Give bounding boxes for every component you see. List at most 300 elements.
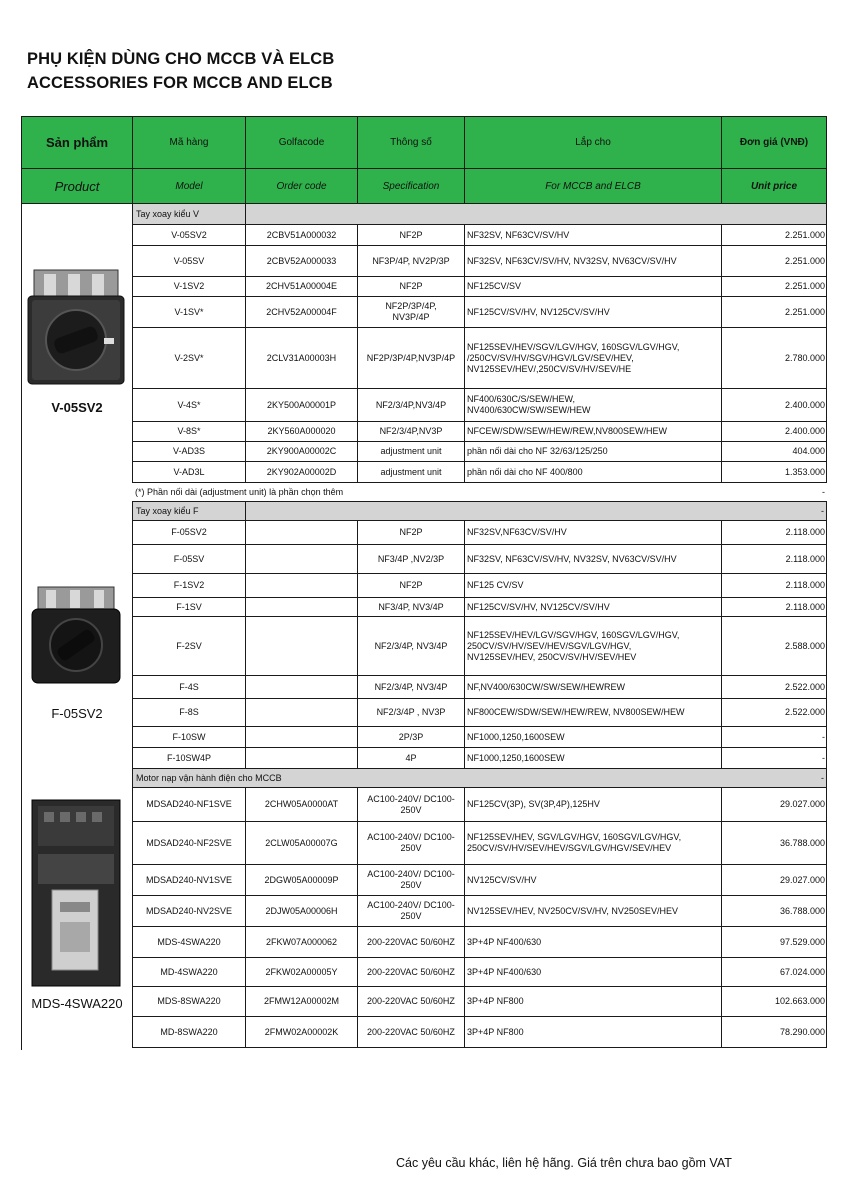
cell-model	[133, 521, 246, 544]
cell-fits	[465, 927, 722, 957]
cell-price-text: 2.118.000	[785, 580, 825, 590]
cell-spec	[358, 748, 465, 768]
cell-code	[246, 865, 358, 895]
cell-fits-text: NF125CV(3P), SV(3P,4P),125HV	[467, 799, 600, 809]
cell-spec-text: 200-220VAC 50/60HZ	[367, 966, 455, 977]
cell-model-text: MDS-4SWA220	[157, 936, 221, 947]
cell-fits-text: NV125SEV/HEV, NV250CV/SV/HV, NV250SEV/HEV	[467, 905, 678, 916]
cell-model	[133, 297, 246, 327]
cell-model	[133, 748, 246, 768]
cell-fits	[465, 574, 722, 597]
cell-price	[722, 822, 827, 864]
header-model: Mã hàng	[133, 117, 246, 169]
cell-code	[246, 617, 358, 675]
cell-spec	[358, 422, 465, 441]
cell-model	[133, 225, 246, 245]
cell-fits	[465, 822, 722, 864]
cell-code	[246, 389, 358, 421]
table-row	[132, 676, 827, 699]
cell-fits-text: phần nối dài cho NF 400/800	[467, 466, 583, 477]
table-row	[132, 442, 827, 462]
adjustment-note-text: (*) Phần nối dài (adjustment unit) là phần chọn thêm	[135, 487, 344, 497]
cell-fits-text: NF400/630C/S/SEW/HEW, NV400/630CW/SW/SEW/HEW	[467, 394, 591, 415]
table-header	[21, 116, 827, 204]
cell-spec-text: AC100-240V/ DC100- 250V	[367, 900, 455, 921]
cell-model-text: F-05SV2	[171, 527, 207, 537]
cell-price	[722, 788, 827, 821]
cell-model	[133, 822, 246, 864]
cell-price-text: 29.027.000	[779, 874, 825, 885]
cell-spec	[358, 598, 465, 616]
cell-spec	[358, 442, 465, 461]
cell-spec-text: NF3/4P ,NV2/3P	[377, 553, 445, 564]
cell-price	[722, 462, 827, 482]
cell-price	[722, 246, 827, 276]
table-row	[132, 277, 827, 297]
cell-model	[133, 727, 246, 747]
cell-fits	[465, 896, 722, 926]
cell-code-text: 2CBV51A000032	[266, 229, 337, 240]
cell-fits	[465, 987, 722, 1016]
cell-model	[133, 545, 246, 573]
table-row	[132, 462, 827, 483]
group-label-v: Tay xoay kiểu V	[133, 204, 246, 224]
cell-spec-text: 4P	[405, 752, 417, 763]
rotary-handle-v-image	[24, 268, 128, 386]
cell-model	[133, 676, 246, 698]
cell-code-text: 2FKW02A00005Y	[265, 966, 338, 977]
cell-spec-text: NF2P	[399, 527, 423, 537]
cell-fits	[465, 389, 722, 421]
cell-fits	[465, 328, 722, 388]
cell-model-text: F-05SV	[173, 553, 205, 564]
table-row	[132, 422, 827, 442]
header-product-en: Product	[22, 169, 133, 204]
cell-spec-text: adjustment unit	[380, 466, 442, 477]
cell-price-text: 2.251.000	[784, 229, 825, 240]
cell-fits	[465, 788, 722, 821]
cell-spec-text: NF3P/4P, NV2P/3P	[372, 255, 450, 266]
adjustment-note	[132, 483, 827, 502]
cell-spec	[358, 574, 465, 597]
product-caption-mds4swa220: MDS-4SWA220	[31, 996, 123, 1011]
cell-model-text: V-AD3S	[172, 446, 205, 456]
cell-spec	[358, 788, 465, 821]
cell-code-text: 2CLV31A00003H	[266, 352, 337, 363]
title-vietnamese: PHỤ KIỆN DÙNG CHO MCCB VÀ ELCB	[27, 50, 335, 68]
cell-price	[722, 574, 827, 597]
cell-model-text: F-1SV	[176, 601, 202, 612]
cell-model	[133, 1017, 246, 1047]
cell-fits	[465, 521, 722, 544]
cell-spec	[358, 462, 465, 482]
cell-price	[722, 225, 827, 245]
cell-spec	[358, 987, 465, 1016]
cell-code-text: 2CBV52A000033	[266, 255, 337, 266]
cell-price-text: 36.788.000	[779, 905, 825, 916]
cell-code-text: 2DJW05A00006H	[265, 905, 338, 916]
cell-price-text: 2.780.000	[784, 352, 825, 363]
cell-fits-text: NF125CV/SV/HV, NV125CV/SV/HV	[467, 306, 610, 317]
header-spec: Thông số	[358, 117, 465, 169]
cell-code	[246, 598, 358, 616]
cell-fits-text: NF125 CV/SV	[467, 580, 524, 590]
cell-code	[246, 297, 358, 327]
cell-price	[722, 521, 827, 544]
cell-code	[246, 987, 358, 1016]
cell-spec	[358, 958, 465, 986]
cell-code	[246, 896, 358, 926]
cell-code	[246, 574, 358, 597]
motor-operator-image	[30, 798, 122, 988]
table-row	[132, 865, 827, 896]
cell-code	[246, 328, 358, 388]
cell-fits-text: NF32SV, NF63CV/SV/HV, NV32SV, NV63CV/SV/HV	[467, 553, 677, 564]
cell-model-text: V-4S*	[177, 399, 201, 410]
cell-spec-text: NF2P/3P/4P, NV3P/4P	[385, 301, 437, 322]
cell-spec	[358, 545, 465, 573]
cell-model-text: MDSAD240-NF2SVE	[146, 837, 232, 848]
cell-spec	[358, 865, 465, 895]
group-f-dash: -	[821, 506, 824, 516]
cell-price-text: 1.353.000	[784, 466, 825, 477]
cell-code	[246, 1017, 358, 1047]
cell-model-text: F-1SV2	[173, 580, 205, 590]
cell-price	[722, 896, 827, 926]
cell-model	[133, 617, 246, 675]
cell-price	[722, 442, 827, 461]
table-row	[132, 822, 827, 865]
cell-spec-text: 200-220VAC 50/60HZ	[367, 936, 455, 947]
cell-code	[246, 545, 358, 573]
cell-price-text: 2.251.000	[784, 255, 825, 266]
cell-fits-text: 3P+4P NF400/630	[467, 936, 542, 947]
group-header-f	[132, 502, 827, 521]
cell-code	[246, 748, 358, 768]
group-motor-dash: -	[821, 773, 824, 783]
cell-spec	[358, 328, 465, 388]
cell-code	[246, 422, 358, 441]
cell-fits	[465, 865, 722, 895]
cell-spec-text: 200-220VAC 50/60HZ	[367, 996, 455, 1006]
cell-fits	[465, 748, 722, 768]
cell-model	[133, 699, 246, 726]
table-row	[132, 699, 827, 727]
cell-model	[133, 442, 246, 461]
cell-model-text: V-1SV*	[174, 306, 204, 317]
group-label-motor: Motor nạp vận hành điện cho MCCB	[136, 773, 282, 783]
cell-price-text: 78.290.000	[779, 1026, 825, 1037]
title-english: ACCESSORIES FOR MCCB AND ELCB	[27, 74, 333, 92]
cell-price	[722, 598, 827, 616]
cell-model-text: MDSAD240-NV1SVE	[145, 874, 233, 885]
cell-spec-text: AC100-240V/ DC100- 250V	[367, 793, 455, 815]
header-price: Đơn giá (VNĐ)	[722, 117, 826, 169]
table-row	[132, 328, 827, 389]
cell-model	[133, 958, 246, 986]
cell-fits-text: NF32SV, NF63CV/SV/HV	[467, 229, 570, 240]
group-header-motor	[132, 769, 827, 788]
cell-model	[133, 246, 246, 276]
cell-price-text: 404.000	[792, 446, 825, 456]
cell-fits-text: NF,NV400/630CW/SW/SEW/HEWREW	[467, 681, 626, 692]
header-price-en: Unit price	[750, 181, 798, 192]
cell-price-text: 2.118.000	[785, 601, 825, 612]
cell-fits	[465, 676, 722, 698]
cell-price	[722, 676, 827, 698]
cell-fits	[465, 617, 722, 675]
cell-spec	[358, 297, 465, 327]
cell-spec	[358, 225, 465, 245]
product-caption-f05sv2: F-05SV2	[51, 706, 103, 721]
cell-code	[246, 225, 358, 245]
cell-code-text: 2KY900A00002C	[266, 446, 337, 456]
left-border	[21, 204, 22, 1050]
cell-model	[133, 598, 246, 616]
cell-price-text: 36.788.000	[779, 837, 825, 848]
cell-model-text: MD-4SWA220	[160, 966, 218, 977]
cell-spec-text: AC100-240V/ DC100- 250V	[367, 869, 455, 890]
cell-spec-text: AC100-240V/ DC100- 250V	[367, 832, 455, 853]
cell-fits-text: 3P+4P NF800	[467, 996, 524, 1006]
cell-spec	[358, 246, 465, 276]
cell-code-text: 2FMW02A00002K	[264, 1026, 339, 1037]
cell-price	[722, 277, 827, 296]
header-model-en: Model	[133, 169, 246, 204]
cell-model-text: MDS-8SWA220	[157, 996, 221, 1006]
cell-fits-text: phần nối dài cho NF 32/63/125/250	[467, 446, 608, 456]
cell-model-text: MDSAD240-NF1SVE	[146, 799, 232, 809]
table-row	[132, 545, 827, 574]
cell-fits	[465, 277, 722, 296]
cell-fits	[465, 598, 722, 616]
cell-fits	[465, 727, 722, 747]
cell-price-text: 2.251.000	[784, 281, 825, 291]
cell-spec-text: NF2/3/4P, NV3/4P	[374, 681, 448, 692]
cell-model-text: V-8S*	[177, 426, 201, 436]
cell-model-text: V-AD3L	[173, 466, 205, 477]
cell-code-text: 2FMW12A00002M	[263, 996, 340, 1006]
cell-model-text: F-2SV	[176, 640, 202, 651]
table-row	[132, 958, 827, 987]
cell-price-text: 67.024.000	[779, 966, 825, 977]
cell-code	[246, 246, 358, 276]
cell-spec	[358, 676, 465, 698]
cell-price	[722, 958, 827, 986]
header-product: Sản phẩm	[22, 117, 133, 169]
table-row	[132, 297, 827, 328]
cell-model	[133, 987, 246, 1016]
cell-spec	[358, 927, 465, 957]
cell-model	[133, 574, 246, 597]
cell-fits	[465, 442, 722, 461]
cell-model-text: V-05SV	[173, 255, 205, 266]
cell-model-text: V-1SV2	[173, 281, 205, 291]
cell-spec	[358, 1017, 465, 1047]
cell-spec-text: NF2P	[399, 229, 423, 240]
table-row	[132, 521, 827, 545]
cell-price	[722, 727, 827, 747]
cell-spec-text: NF2P/3P/4P,NV3P/4P	[366, 352, 456, 363]
cell-spec-text: adjustment unit	[380, 446, 442, 456]
cell-model-text: V-2SV*	[174, 352, 204, 363]
cell-spec-text: 200-220VAC 50/60HZ	[367, 1026, 455, 1037]
cell-fits	[465, 246, 722, 276]
cell-spec	[358, 822, 465, 864]
cell-model	[133, 896, 246, 926]
cell-fits	[465, 699, 722, 726]
cell-fits	[465, 958, 722, 986]
cell-spec	[358, 727, 465, 747]
cell-fits-text: NF32SV,NF63CV/SV/HV	[467, 527, 567, 537]
cell-spec	[358, 277, 465, 296]
cell-price	[722, 1017, 827, 1047]
table-row	[132, 598, 827, 617]
table-row	[132, 246, 827, 277]
cell-model-text: F-8S	[179, 707, 199, 717]
cell-code	[246, 462, 358, 482]
cell-price-text: 2.522.000	[784, 681, 825, 692]
cell-spec-text: NF2/3/4P, NV3/4P	[374, 640, 448, 651]
cell-price	[722, 987, 827, 1016]
cell-fits-text: NFCEW/SDW/SEW/HEW/REW,NV800SEW/HEW	[467, 426, 668, 436]
header-golfacode: Golfacode	[246, 117, 358, 169]
cell-price-text: 102.663.000	[774, 996, 825, 1006]
cell-model-text: F-10SW4P	[166, 752, 211, 763]
cell-model-text: MD-8SWA220	[160, 1026, 218, 1037]
cell-model	[133, 788, 246, 821]
cell-fits	[465, 462, 722, 482]
table-row	[132, 389, 827, 422]
cell-fits	[465, 422, 722, 441]
cell-code	[246, 788, 358, 821]
cell-price	[722, 927, 827, 957]
cell-model	[133, 462, 246, 482]
footer-note: Các yêu cầu khác, liên hệ hãng. Giá trên chưa bao gồm VAT	[396, 1156, 732, 1170]
cell-spec-text: NF2/3/4P , NV3P	[376, 707, 446, 717]
cell-code	[246, 676, 358, 698]
cell-code	[246, 521, 358, 544]
cell-price-text: 2.522.000	[784, 707, 825, 717]
cell-price-text: 2.400.000	[784, 426, 825, 436]
cell-spec-text: 2P/3P	[398, 731, 424, 742]
cell-model	[133, 389, 246, 421]
cell-spec	[358, 617, 465, 675]
cell-fits-text: 3P+4P NF800	[467, 1026, 524, 1037]
cell-price-text: -	[822, 731, 825, 742]
cell-code	[246, 927, 358, 957]
cell-price	[722, 297, 827, 327]
cell-code-text: 2CLW05A00007G	[265, 837, 338, 848]
cell-model-text: F-4S	[179, 681, 199, 692]
cell-price-text: 2.400.000	[784, 399, 825, 410]
cell-code	[246, 822, 358, 864]
cell-code-text: 2FKW07A000062	[265, 936, 338, 947]
group-label-f: Tay xoay kiểu F	[133, 502, 246, 520]
cell-price-text: 2.118.000	[785, 527, 825, 537]
cell-fits-text: NF800CEW/SDW/SEW/HEW/REW, NV800SEW/HEW	[467, 707, 685, 717]
cell-fits-text: NF125CV/SV	[467, 281, 522, 291]
cell-spec-text: NF3/4P, NV3/4P	[378, 601, 444, 612]
group-header-v	[132, 204, 827, 225]
cell-model	[133, 927, 246, 957]
cell-price-text: 2.118.000	[785, 553, 825, 564]
cell-code	[246, 958, 358, 986]
cell-price	[722, 748, 827, 768]
cell-fits-text: NF125CV/SV/HV, NV125CV/SV/HV	[467, 601, 610, 612]
table-row	[132, 574, 827, 598]
cell-price-text: 29.027.000	[779, 799, 825, 809]
table-row	[132, 748, 827, 769]
cell-price-text: 2.588.000	[784, 640, 825, 651]
cell-model-text: MDSAD240-NV2SVE	[145, 905, 233, 916]
table-row	[132, 987, 827, 1017]
cell-model-text: F-10SW	[172, 731, 206, 742]
table-row	[132, 896, 827, 927]
cell-fits	[465, 1017, 722, 1047]
cell-price	[722, 328, 827, 388]
cell-fits-text: NV125CV/SV/HV	[467, 874, 537, 885]
table-row	[132, 788, 827, 822]
cell-code	[246, 442, 358, 461]
header-fits: Lắp cho	[465, 117, 722, 169]
cell-code	[246, 699, 358, 726]
cell-code-text: 2DGW05A00009P	[264, 874, 339, 885]
cell-fits-text: NF125SEV/HEV, SGV/LGV/HGV, 160SGV/LGV/HGV, 250CV/SV/HV/SEV/HEV/SGV/LGV/HGV/SEV/HEV	[467, 832, 682, 853]
cell-fits-text: NF1000,1250,1600SEW	[467, 731, 565, 742]
table-row	[132, 225, 827, 246]
header-spec-en: Specification	[358, 169, 465, 204]
product-caption-v05sv2: V-05SV2	[51, 400, 103, 415]
cell-price-text: -	[822, 752, 825, 763]
cell-fits-text: 3P+4P NF400/630	[467, 966, 542, 977]
rotary-handle-f-image	[28, 585, 124, 685]
cell-code-text: 2KY500A00001P	[266, 399, 337, 410]
cell-code-text: 2KY560A000020	[267, 426, 336, 436]
cell-price	[722, 422, 827, 441]
cell-price-text: 2.251.000	[784, 306, 825, 317]
cell-spec	[358, 389, 465, 421]
cell-price	[722, 389, 827, 421]
header-fits-en: For MCCB and ELCB	[465, 169, 722, 204]
cell-price-text: 97.529.000	[779, 936, 825, 947]
cell-code	[246, 727, 358, 747]
cell-fits-text: NF125SEV/HEV/LGV/SGV/HGV, 160SGV/LGV/HGV, 250CV/SV/HV/SEV/HEV/SGV/LGV/HGV, NV125SEV/HEV, 250CV/SV/HV/SEV/HEV	[467, 629, 680, 662]
cell-code-text: 2KY902A00002D	[266, 466, 337, 477]
cell-fits	[465, 545, 722, 573]
cell-price	[722, 545, 827, 573]
cell-spec-text: NF2/3/4P,NV3P	[379, 426, 443, 436]
cell-code-text: 2CHV52A00004F	[266, 306, 337, 317]
cell-fits-text: NF125SEV/HEV/SGV/LGV/HGV, 160SGV/LGV/HGV, /250CV/SV/HV/SGV/HGV/LGV/SEV/HEV, NV125SEV/HEV/,250CV/SV/HV/SEV/HE	[467, 341, 680, 374]
cell-fits	[465, 225, 722, 245]
cell-model	[133, 328, 246, 388]
cell-price	[722, 699, 827, 726]
cell-model-text: V-05SV2	[171, 229, 207, 240]
cell-price	[722, 617, 827, 675]
cell-spec	[358, 699, 465, 726]
cell-code-text: 2CHW05A0000AT	[264, 799, 339, 809]
cell-spec	[358, 521, 465, 544]
cell-spec	[358, 896, 465, 926]
cell-price	[722, 865, 827, 895]
cell-fits	[465, 297, 722, 327]
cell-code	[246, 277, 358, 296]
table-row	[132, 727, 827, 748]
cell-model	[133, 865, 246, 895]
cell-fits-text: NF1000,1250,1600SEW	[467, 752, 565, 763]
cell-spec-text: NF2P	[399, 580, 423, 590]
